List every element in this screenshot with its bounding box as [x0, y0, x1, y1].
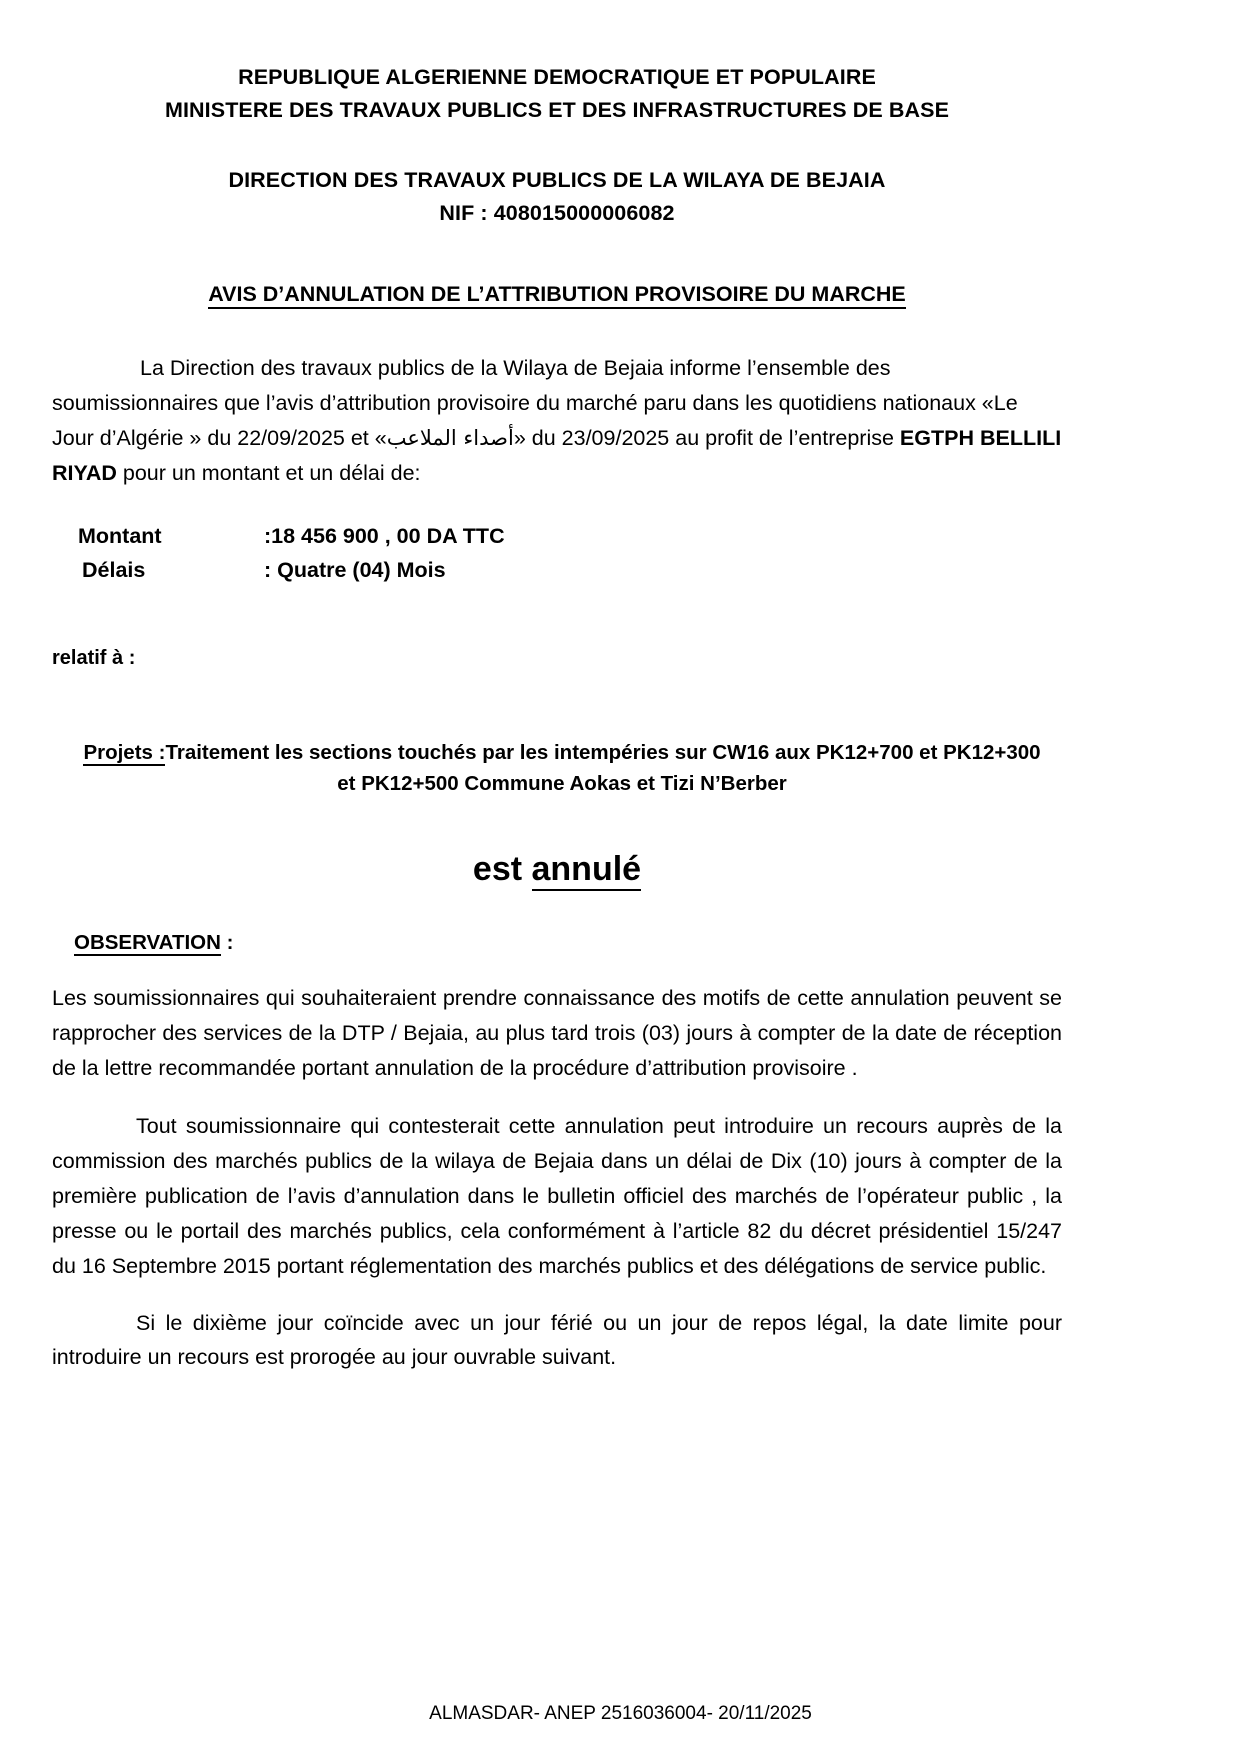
observation-paragraph-1: Les soumissionnaires qui souhaiteraient prendre connaissance des motifs de cette annulation peuvent se rapprocher des services de la DTP / Bejaia, au plus tard trois (03) jours à compter de la date de réception de la lettre recommandée portant annulation de la procédure d’attribution provisoire .	[52, 985, 1062, 1080]
observation-heading	[74, 931, 1062, 955]
contractor-name: EGTPH BELLILI RIYAD	[52, 425, 1062, 485]
intro-text-part2: » du 23/09/2025 au profit de l’entreprise	[513, 425, 900, 450]
intro-arabic-newspaper: أصداء الملاعب	[386, 425, 514, 450]
header-ministry-line: MINISTERE DES TRAVAUX PUBLICS ET DES INFRASTRUCTURES DE BASE	[164, 97, 950, 122]
table-row	[78, 554, 505, 588]
document-content	[52, 0, 1062, 1375]
table-row	[78, 520, 505, 554]
observation-paragraph-2	[52, 1109, 1062, 1283]
montant-value: :18 456 900 , 00 DA TTC	[264, 524, 505, 549]
amounts-table	[78, 520, 505, 587]
projects-label: Projets :	[83, 741, 166, 765]
delais-label: Délais	[82, 557, 146, 582]
relatif-label: relatif à :	[52, 647, 136, 670]
cancellation-statement	[52, 850, 1062, 889]
header-nif-line: NIF : 408015000006082	[439, 200, 675, 225]
observation-label: OBSERVATION	[74, 930, 221, 954]
projects-description: Traitement les sections touchés par les intempéries sur CW16 aux PK12+700 et PK12+300 et PK12+500 Commune Aokas et Tizi N’Berber	[165, 741, 1041, 796]
cancellation-keyword: annulé	[532, 850, 642, 891]
montant-label: Montant	[78, 524, 162, 549]
observation-colon: :	[220, 930, 234, 954]
header-republic-line: REPUBLIQUE ALGERIENNE DEMOCRATIQUE ET POPULAIRE	[238, 65, 876, 89]
intro-text-part1: La Direction des travaux publics de la Wilaya de Bejaia informe l’ensemble des soumissionnaires que l’avis d’attribution provisoire du marché paru dans les quotidiens nationaux «Le Jour d’Algérie » du 22/09/2025 et «	[52, 356, 1018, 450]
observation-paragraph-2-text: Tout soumissionnaire qui contesterait cette annulation peut introduire un recours auprès de la commission des marchés publics de la wilaya de Bejaia dans un délai de Dix (10) jours à compter de la première publication de l’avis d’annulation dans le bulletin officiel des marchés de l’opérateur public , la presse ou le portail des marchés publics, cela conformément à l’article 82 du décret présidentiel 15/247 du 16 Septembre 2015 portant réglementation des marchés publics et des délégations de service public.	[52, 1114, 1062, 1278]
document-footer: ALMASDAR- ANEP 2516036004- 20/11/2025	[429, 1703, 812, 1724]
header-direction-line: DIRECTION DES TRAVAUX PUBLICS DE LA WILAYA DE BEJAIA	[228, 168, 886, 193]
page-title-text: AVIS D’ANNULATION DE L’ATTRIBUTION PROVISOIRE DU MARCHE	[208, 282, 906, 309]
intro-text-part3: pour un montant et un délai de:	[116, 460, 421, 485]
delais-value: : Quatre (04) Mois	[264, 557, 446, 582]
intro-paragraph	[52, 351, 1062, 490]
page-title	[52, 282, 1062, 307]
cancellation-prefix: est	[472, 849, 532, 888]
projects-block	[76, 738, 1048, 800]
observation-paragraph-3-text: Si le dixième jour coïncide avec un jour férié ou un jour de repos légal, la date limite pour introduire un recours est prorogée au jour ouvrable suivant.	[52, 1310, 1062, 1370]
observation-paragraph-3	[52, 1306, 1062, 1376]
